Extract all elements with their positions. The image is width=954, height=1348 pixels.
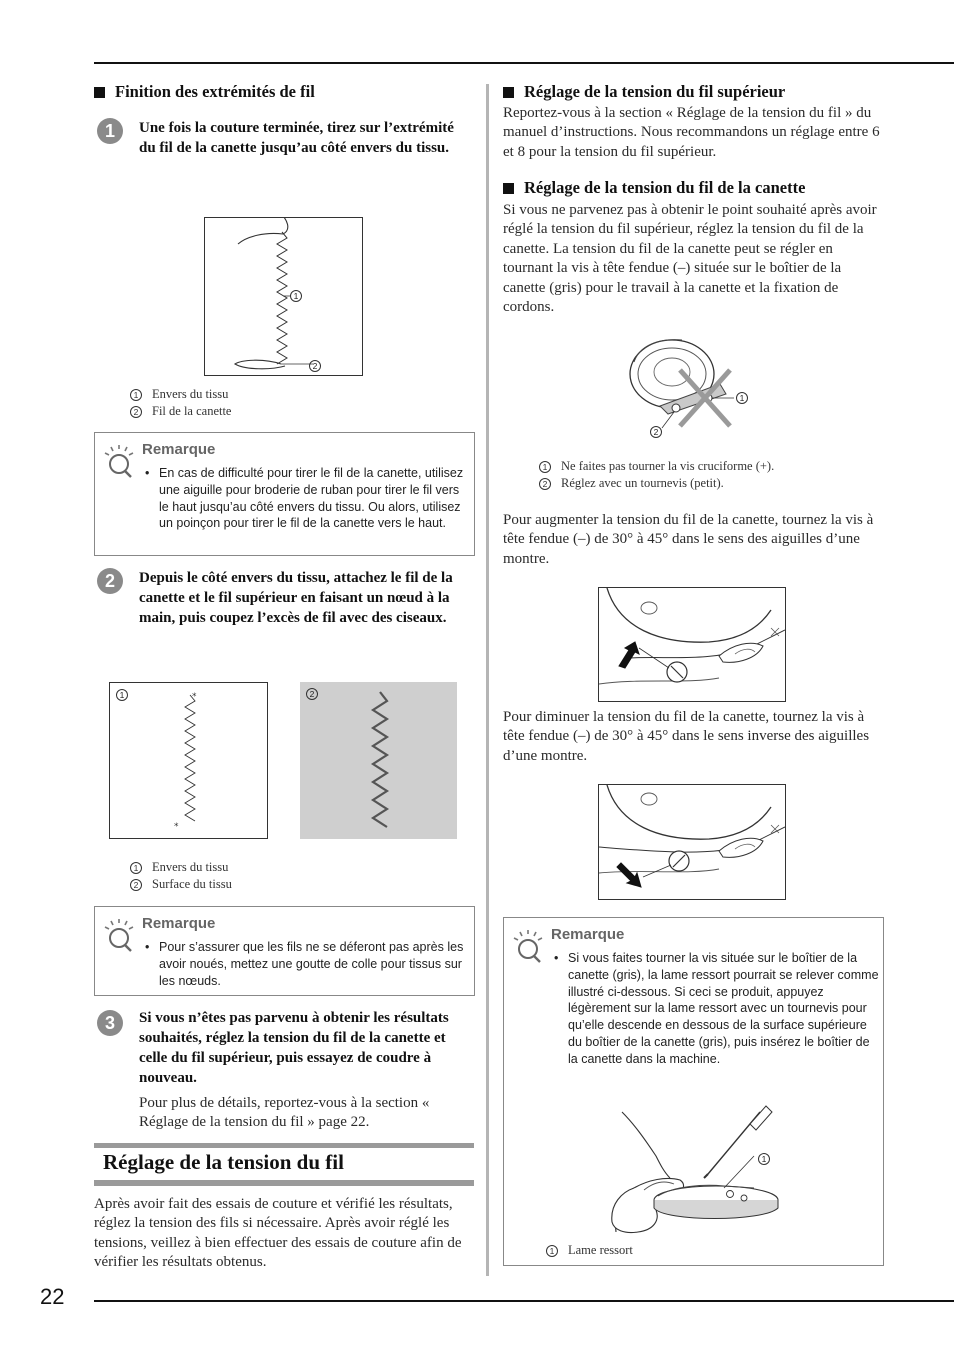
top-rule	[94, 62, 954, 64]
callout-1: 1	[736, 392, 748, 404]
figure-2-captions	[130, 859, 232, 893]
figure-turn-clockwise	[598, 587, 786, 702]
note-magnifier-icon	[512, 928, 544, 964]
figure-turn-counterclockwise	[598, 784, 786, 900]
caption-item: 1 Envers du tissu	[130, 386, 231, 403]
screw-clockwise-illustration	[599, 588, 785, 701]
caption-item: 1 Ne faites pas tourner la vis cruciforme (+).	[539, 458, 774, 475]
back-side-stitch-illustration	[110, 683, 267, 838]
note-list	[145, 465, 470, 532]
heading-bobbin-tension: Réglage de la tension du fil de la canette	[503, 178, 805, 198]
note-bullet: • Si vous faites tourner la vis située sur le boîtier de la canette (gris), la lame ressort pourrait se relever comme illustré ci-dessous. Si ceci se produit, appuyez légèrement sur la lame ressort avec un tournevis pour qu’elle descende en dessous de la surface supérieure du boîtier de la canette (gris), puis insérez le boîtier de la canette dans la machine.	[554, 950, 879, 1068]
step-3-detail: Pour plus de détails, reportez-vous à la section « Réglage de la tension du fil » page 22.	[139, 1095, 430, 1131]
note-bullet: • Pour s’assurer que les fils ne se déferont pas après les avoir noués, mettez une goutte de colle pour tissus sur les nœuds.	[145, 939, 470, 989]
thread-pull-illustration	[205, 218, 362, 375]
screw-counterclockwise-illustration	[599, 785, 785, 899]
step-1-text: Une fois la couture terminée, tirez sur l’extrémité du fil de la canette jusqu’au côté envers du tissu.	[139, 120, 454, 156]
square-bullet-icon	[503, 183, 514, 194]
note-title: Remarque	[142, 915, 216, 932]
note-magnifier-icon	[103, 917, 135, 953]
note-title: Remarque	[551, 926, 625, 943]
square-bullet-icon	[503, 87, 514, 98]
note-box-3	[503, 917, 884, 1266]
figure-bobbin-case	[620, 332, 760, 442]
bobbin-tension-text: Si vous ne parvenez pas à obtenir le point souhaité après avoir réglé la tension du fil supérieur, réglez la tension du fil de la canette. La tension du fil de la canette peut se régler en tournant la vis à tête fendue (–) située sur le boîtier de la canette (gris) pour le travail à la canette et la fixation de cordons.	[503, 202, 877, 316]
caption-item: 2 Réglez avec un tournevis (petit).	[539, 475, 774, 492]
step-3-text: Si vous n’êtes pas parvenu à obtenir les résultats souhaités, réglez la tension du fil de la canette et celle du fil supérieur, puis essayez de coudre à nouveau.	[139, 1010, 449, 1086]
caption-item: 2 Surface du tissu	[130, 876, 232, 893]
figure-front-side	[300, 682, 457, 839]
front-side-stitch-illustration	[300, 682, 457, 839]
caption-item: 2 Fil de la canette	[130, 403, 231, 420]
note-bullet: • En cas de difficulté pour tirer le fil de la canette, utilisez une aiguille pour broderie de ruban pour tirer le fil vers le haut jusqu’au côté envers du tissu. Ou alors, utilisez un poinçon pour tirer le fil de la canette vers le haut.	[145, 465, 470, 532]
callout-2: 2	[309, 360, 321, 372]
caption-item: 1 Envers du tissu	[130, 859, 232, 876]
step-2-badge: 2	[97, 568, 123, 594]
callout-1: 1	[290, 290, 302, 302]
step-3-badge: 3	[97, 1010, 123, 1036]
callout-2: 2	[306, 688, 318, 700]
bottom-rule	[94, 1300, 954, 1302]
square-bullet-icon	[94, 87, 105, 98]
callout-1: 1	[116, 689, 128, 701]
figure-1-captions	[130, 386, 231, 420]
increase-tension-text: Pour augmenter la tension du fil de la canette, tournez la vis à tête fendue (–) de 30° à 45° dans le sens des aiguilles d’une montre.	[503, 512, 874, 567]
note-box-2	[94, 906, 475, 996]
column-divider	[486, 84, 489, 1276]
heading-finition: Finition des extrémités de fil	[94, 82, 315, 102]
page-number: 22	[40, 1284, 65, 1309]
section-rule-top	[94, 1143, 474, 1148]
step-1-badge: 1	[97, 118, 123, 144]
decrease-tension-text: Pour diminuer la tension du fil de la canette, tournez la vis à tête fendue (–) de 30° à 45° dans le sens inverse des aiguilles d’une montre.	[503, 709, 870, 764]
callout-2: 2	[650, 426, 662, 438]
caption-item: 1 Lame ressort	[546, 1242, 633, 1259]
note-box-1	[94, 432, 475, 556]
figure-back-side	[109, 682, 268, 839]
spring-blade-illustration	[604, 1104, 794, 1244]
section-rule-bottom	[94, 1180, 474, 1186]
note-list	[554, 950, 879, 1068]
step-2-text: Depuis le côté envers du tissu, attachez le fil de la canette et le fil supérieur en faisant un nœud à la main, puis coupez l’excès de fil avec des ciseaux.	[139, 570, 453, 626]
figure-3-captions	[539, 458, 774, 492]
callout-1: 1	[758, 1153, 770, 1165]
note-magnifier-icon	[103, 443, 135, 479]
section-text: Après avoir fait des essais de couture et vérifié les résultats, réglez la tension des fils si nécessaire. Après avoir réglé les tensions, veillez à bien effectuer des essais de couture afin de vérifier les résultats obtenus.	[94, 1196, 462, 1271]
note-list	[145, 939, 470, 989]
figure-thread-pull	[204, 217, 363, 376]
svg-text:*: *	[174, 822, 179, 832]
svg-text:*: *	[192, 692, 197, 702]
heading-upper-tension: Réglage de la tension du fil supérieur	[503, 82, 785, 102]
upper-tension-text: Reportez-vous à la section « Réglage de la tension du fil » du manuel d’instructions. Nous recommandons un réglage entre 6 et 8 pour la tension du fil supérieur.	[503, 105, 880, 160]
bobbin-case-illustration	[620, 332, 760, 442]
note-title: Remarque	[142, 441, 216, 458]
section-title: Réglage de la tension du fil	[103, 1150, 344, 1174]
